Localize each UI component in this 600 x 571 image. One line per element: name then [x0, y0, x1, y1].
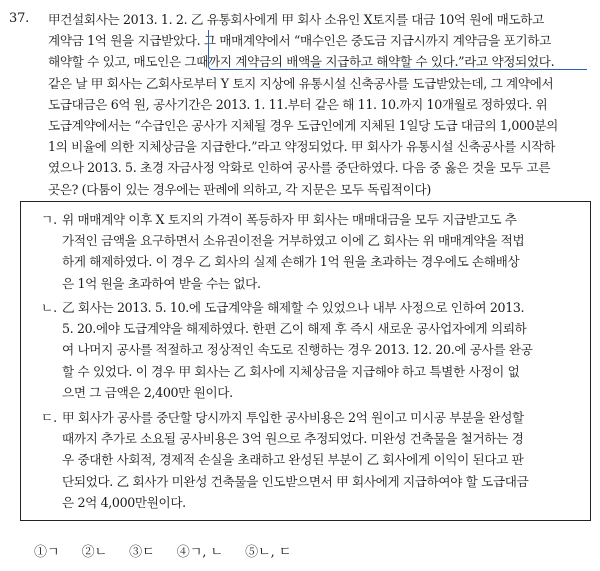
statement-line: 은 1억 원을 초과하여 받을 수는 없다.: [62, 275, 261, 291]
statement-line: 甲 회사가 공사를 중단할 당시까지 투입한 공사비용은 2억 원이고 미시공 부분을 완성할: [62, 410, 524, 425]
statement-marker: ㄱ.: [41, 212, 58, 227]
question-line: 같은 날 甲 회사는 乙회사로부터 Y 토지 지상에 유통시설 신축공사를 도급받았는데, 그 계약에서: [48, 75, 554, 91]
answer-choices: [34, 544, 313, 562]
question-number: 37.: [9, 11, 30, 26]
statement-line: 乙 회사는 2013. 5. 10.에 도급계약을 해제할 수 있었으나 내부 사정으로 인하여 2013.: [62, 300, 525, 315]
answer-choice-3[interactable]: ③ㄷ: [129, 545, 155, 560]
statement-line: 때까지 추가로 소요될 공사비용은 3억 원으로 추정되었다. 미완성 건축물을 철거하는 경: [62, 431, 524, 447]
statement-marker: ㄴ.: [41, 300, 58, 315]
statement-item: [41, 297, 533, 403]
statement-line: 할 수 있었다. 이 경우 甲 회사는 乙 회사에 지체상금을 지급해야 하고 특별한 사정이 없: [62, 363, 520, 379]
statement-line: 여 나머지 공사를 적절하고 정상적인 속도로 진행하는 경우 2013. 12. 20.에 공사를 완공: [62, 342, 533, 358]
answer-choice-1[interactable]: ①ㄱ: [34, 545, 60, 560]
statement-line: 5. 20.에야 도급계약을 해제하였다. 한편 乙이 해제 후 즉시 새로운 공사업자에게 의뢰하: [62, 321, 527, 337]
statement-item: [41, 209, 525, 294]
question-line: 도급대금은 6억 원, 공사기간은 2013. 1. 11.부터 같은 해 11. 10.까지 10개월로 정하였다. 위: [48, 96, 548, 112]
question-line: 였으나 2013. 5. 초경 자금사정 악화로 인하여 공사를 중단하였다. 다음 중 옳은 것을 모두 고른: [48, 160, 551, 176]
statement-line: 단되었다. 乙 회사가 미완성 건축물을 인도받으면서 甲 회사에게 지급하여야 할 도급대금: [62, 473, 529, 489]
question-line: 도급계약에서는 “수급인은 공사가 지체될 경우 도급인에게 지체된 1일당 도급 대금의 1,000분의: [48, 117, 558, 133]
statement-line: 은 2억 4,000만원이다.: [62, 494, 186, 510]
statement-marker: ㄷ.: [41, 410, 58, 425]
answer-choice-4[interactable]: ④ㄱ, ㄴ: [176, 545, 224, 560]
answer-choice-5[interactable]: ⑤ㄴ, ㄷ: [245, 545, 292, 560]
statement-line: 우 중대한 사회적, 경제적 손실을 초래하고 완성된 부분이 乙 회사에게 이익이 된다고 판: [62, 452, 524, 468]
question-line: 계약금 1억 원을 지급받았다. 그 매매계약에서 “매수인은 중도금 지급시까지 계약금을 포기하고: [48, 33, 551, 49]
question-line: 곳은? (다툼이 있는 경우에는 판례에 의하고, 각 지문은 모두 독립적이다): [48, 181, 431, 197]
question-line: 甲건설회사는 2013. 1. 2. 乙 유통회사에게 甲 회사 소유인 X토지를 대금 10억 원에 매도하고: [48, 12, 544, 27]
question-line: 1의 비율에 의한 지체상금을 지급한다.”라고 약정되었다. 甲 회사가 유통시설 신축공사를 시작하: [48, 139, 556, 155]
statement-line: 가적인 금액을 요구하면서 소유권이전을 거부하였고 이에 乙 회사는 위 매매계약을 적법: [62, 233, 525, 249]
statement-line: 으면 그 금액은 2,400만 원이다.: [62, 384, 233, 400]
question-line: 해약할 수 있고, 매도인은 그때까지 계약금의 배액을 지급하고 해약할 수 있다.”라고 약정되었다.: [48, 54, 555, 70]
answer-choice-2[interactable]: ②ㄴ: [81, 545, 108, 560]
statement-line: 하게 해제하였다. 이 경우 乙 회사의 실제 손해가 1억 원을 초과하는 경우에도 손해배상: [62, 254, 520, 270]
statement-item: [41, 407, 529, 513]
statement-line: 위 매매계약 이후 X 토지의 가격이 폭등하자 甲 회사는 매매대금을 모두 지급받고도 추: [62, 212, 517, 227]
question-stem: [48, 9, 596, 200]
